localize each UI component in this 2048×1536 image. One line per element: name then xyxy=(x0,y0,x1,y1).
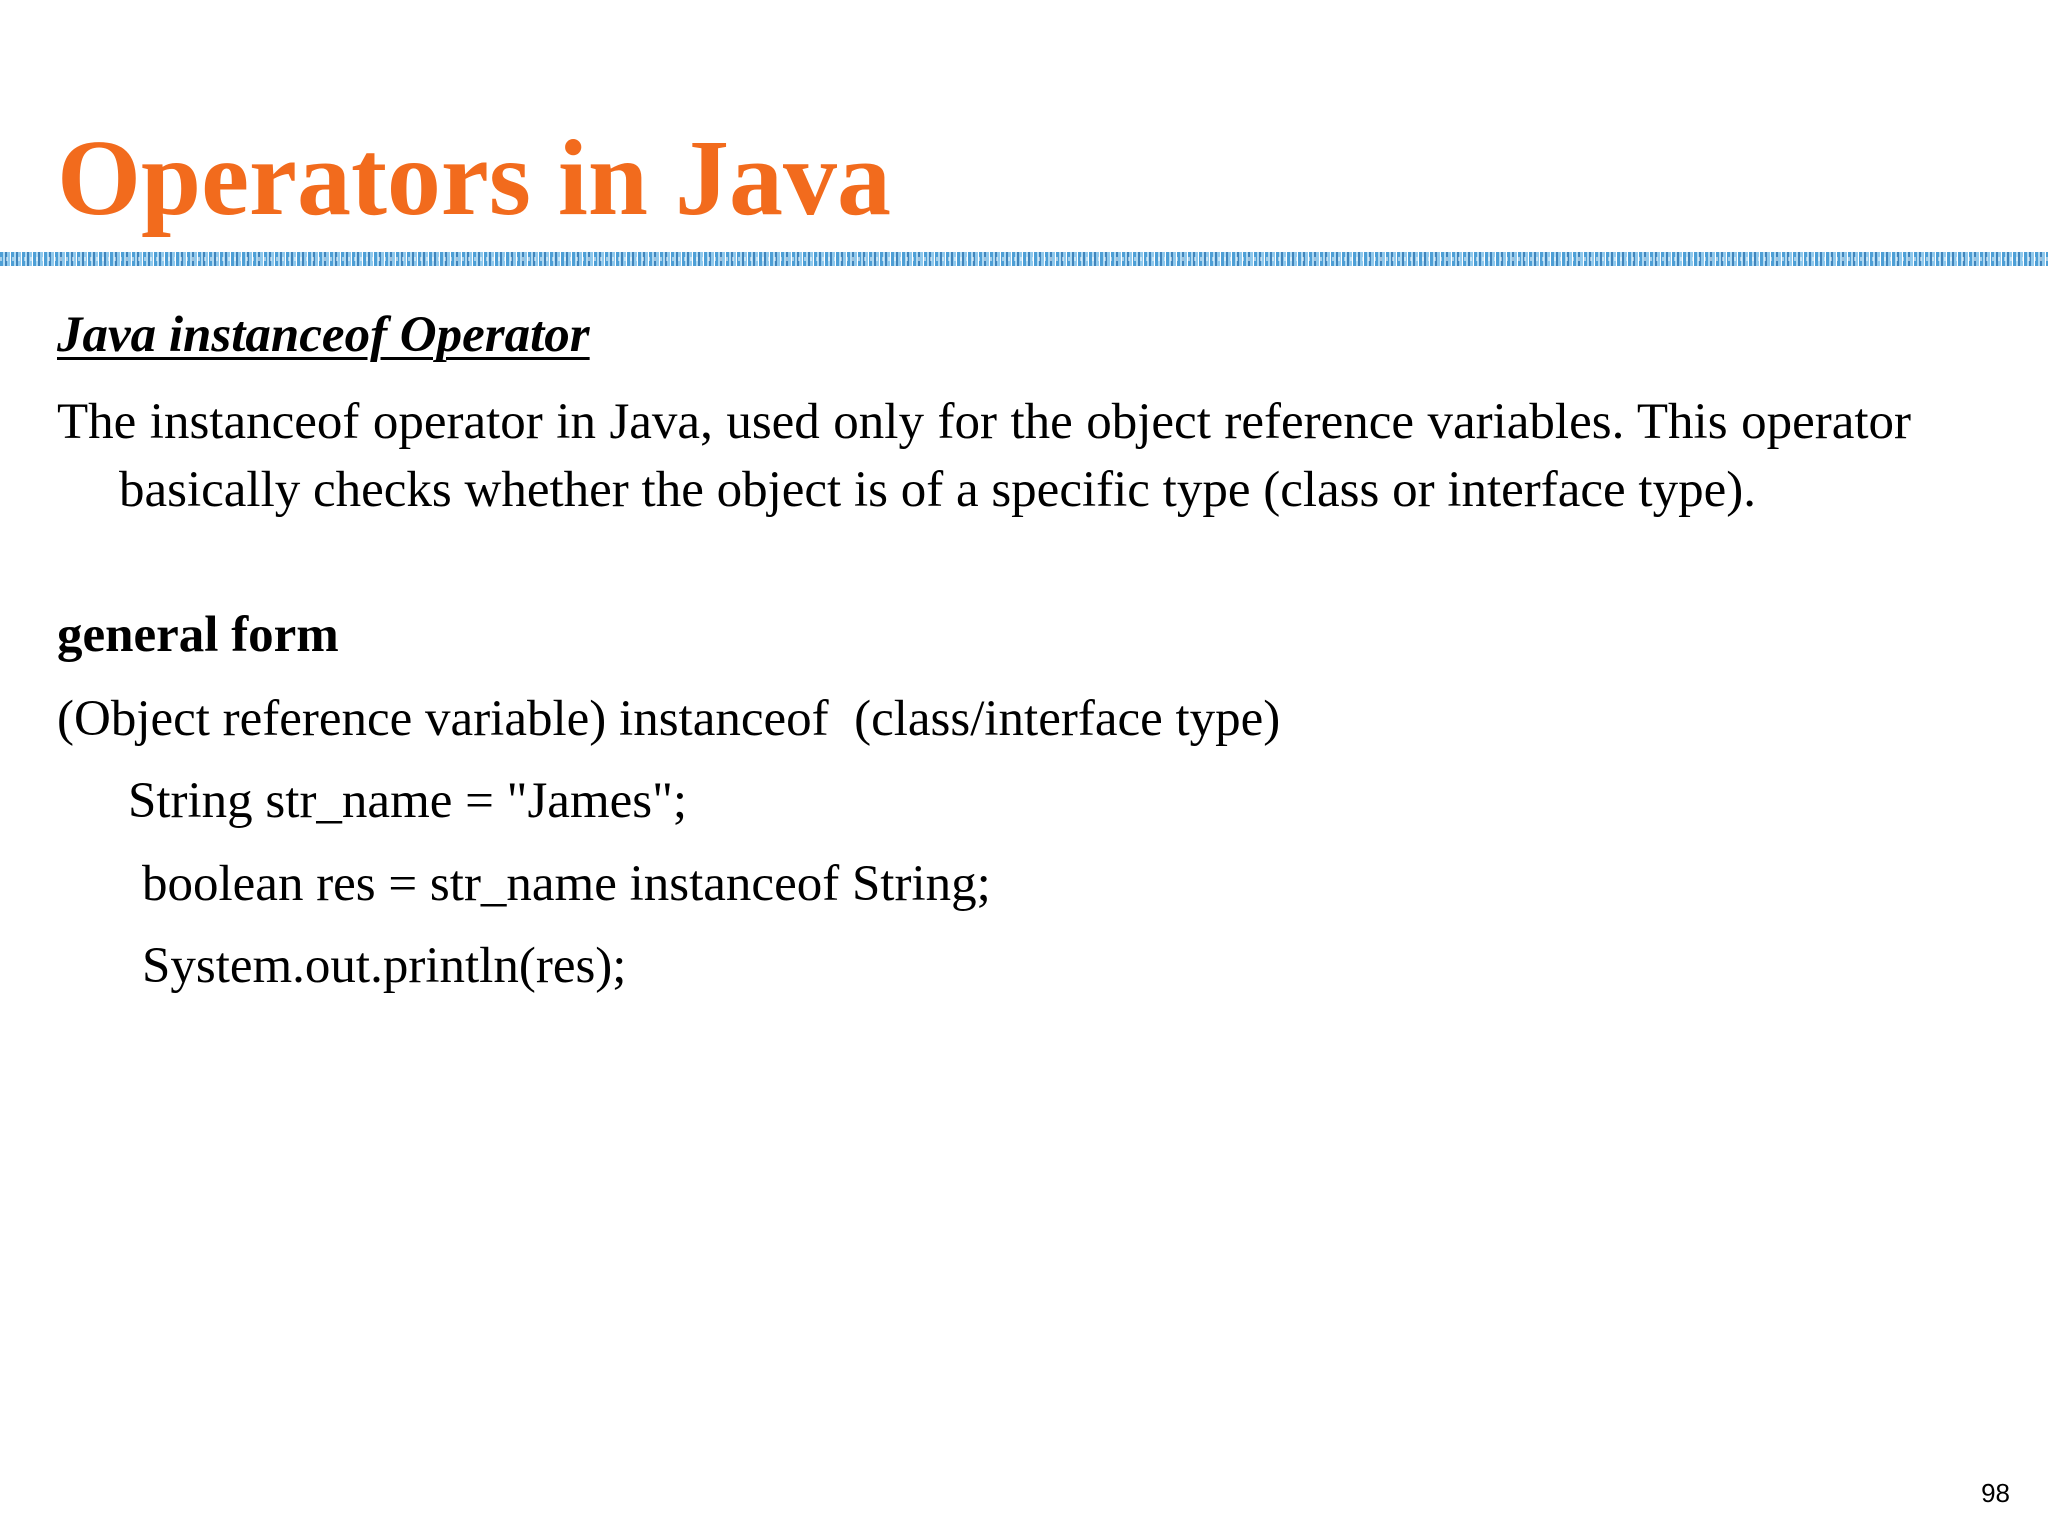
description-continuation: operator basically checks whether the object is of a specific type (class or interface type). xyxy=(119,394,1911,518)
section-heading: Java instanceof Operator xyxy=(57,307,590,363)
syntax-line: (Object reference variable) instanceof (class/interface type) xyxy=(57,691,1281,747)
description-first-line: The instanceof operator in Java, used only for the object reference variables. This xyxy=(57,394,1742,450)
slide-title: Operators in Java xyxy=(57,119,891,238)
general-form-label: general form xyxy=(57,607,339,663)
code-line: System.out.println(res); xyxy=(142,938,627,994)
page-number: 98 xyxy=(1981,1478,2010,1508)
code-line: String str_name = "James"; xyxy=(128,773,688,829)
title-divider xyxy=(0,252,2048,266)
description-paragraph xyxy=(57,388,1911,524)
code-line: boolean res = str_name instanceof String; xyxy=(142,856,991,912)
